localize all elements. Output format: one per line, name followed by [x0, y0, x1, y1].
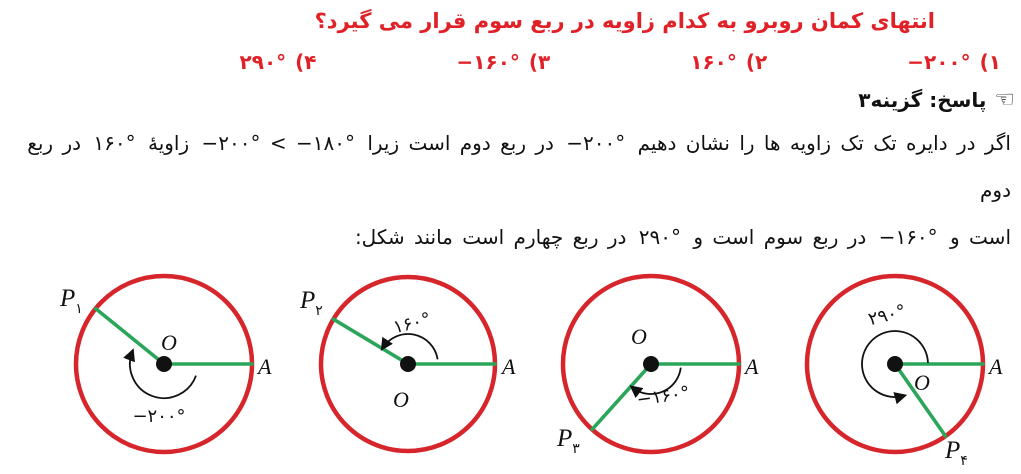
answer-row: [0, 74, 1021, 113]
exp1-angle-minus200: −۲۰۰°: [566, 131, 626, 155]
center-dot: [400, 356, 416, 372]
center-dot: [156, 356, 172, 372]
option-1-value: −۲۰۰°: [907, 50, 971, 74]
option-2: [690, 50, 767, 74]
figure-angle-minus160: [531, 262, 771, 474]
options-row: [0, 33, 1021, 74]
answer-label: پاسخ: گزینه۳: [858, 88, 987, 112]
exp2-text-1: است و: [950, 225, 1011, 249]
exp1-text-4: در ربع دوم: [27, 131, 1011, 202]
explanation-line-2: [10, 214, 1011, 261]
point-label-p3: $P_۳$: [557, 425, 581, 457]
option-3: [457, 50, 551, 74]
option-3-marker: (۳: [528, 50, 551, 74]
option-4-value: ۲۹۰°: [239, 50, 287, 74]
pointing-hand-icon: ☜: [994, 87, 1015, 113]
point-label-p1: $P_۱$: [60, 285, 83, 317]
axis-label: A: [501, 354, 516, 379]
option-1: [907, 50, 1001, 74]
exp1-angle-160: ۱۶۰°: [93, 131, 136, 155]
angle-value-label: ۲۹۰°: [866, 300, 909, 331]
origin-label: O: [914, 370, 930, 395]
center-dot: [887, 356, 903, 372]
exp2-angle-minus160: −۱۶۰°: [878, 225, 938, 249]
axis-label: A: [988, 354, 1003, 379]
origin-label: O: [631, 324, 648, 349]
exp2-text-2: در ربع سوم است و: [693, 225, 867, 249]
angle-value-label: −۲۰۰°: [132, 406, 186, 427]
point-label-p4: $P_۴$: [944, 437, 968, 469]
radius-op: [96, 309, 164, 364]
exp1-text-1: اگر در دایره تک تک زاویه ها را نشان دهیم: [637, 131, 1011, 155]
option-2-value: ۱۶۰°: [690, 50, 737, 74]
exp1-text-3: زاویهٔ: [147, 131, 190, 155]
option-3-value: −۱۶۰°: [456, 50, 520, 74]
option-4-marker: (۴: [295, 50, 317, 74]
figure-angle-290: [775, 262, 1015, 474]
figure-angle-160: [288, 262, 528, 474]
point-label-p2: $P_۲$: [299, 287, 323, 319]
explanation-block: [0, 113, 1021, 261]
explanation-line-1: [10, 120, 1011, 214]
option-2-marker: (۲: [745, 50, 768, 74]
exp1-text-2: در ربع دوم است زیرا: [367, 131, 554, 155]
center-dot: [643, 356, 659, 372]
figures-row: [0, 261, 1021, 474]
angle-value-label: −۱۶۰°: [635, 382, 692, 411]
angle-value-label: ۱۶۰°: [390, 308, 433, 339]
question-title: انتهای کمان روبرو به کدام زاویه در ربع سوم قرار می گیرد؟: [314, 9, 935, 33]
origin-label: O: [161, 330, 177, 355]
exp1-inequality: −۲۰۰° < −۱۸۰°: [201, 131, 355, 155]
axis-label: A: [258, 354, 272, 379]
option-4: [240, 50, 317, 74]
option-1-marker: (۱: [979, 50, 1001, 74]
exp2-angle-290: ۲۹۰°: [638, 225, 682, 249]
axis-label: A: [745, 354, 759, 379]
exp2-text-3: در ربع چهارم است مانند شکل:: [354, 225, 627, 249]
figure-angle-minus200: [44, 262, 284, 474]
origin-label: O: [392, 387, 409, 412]
